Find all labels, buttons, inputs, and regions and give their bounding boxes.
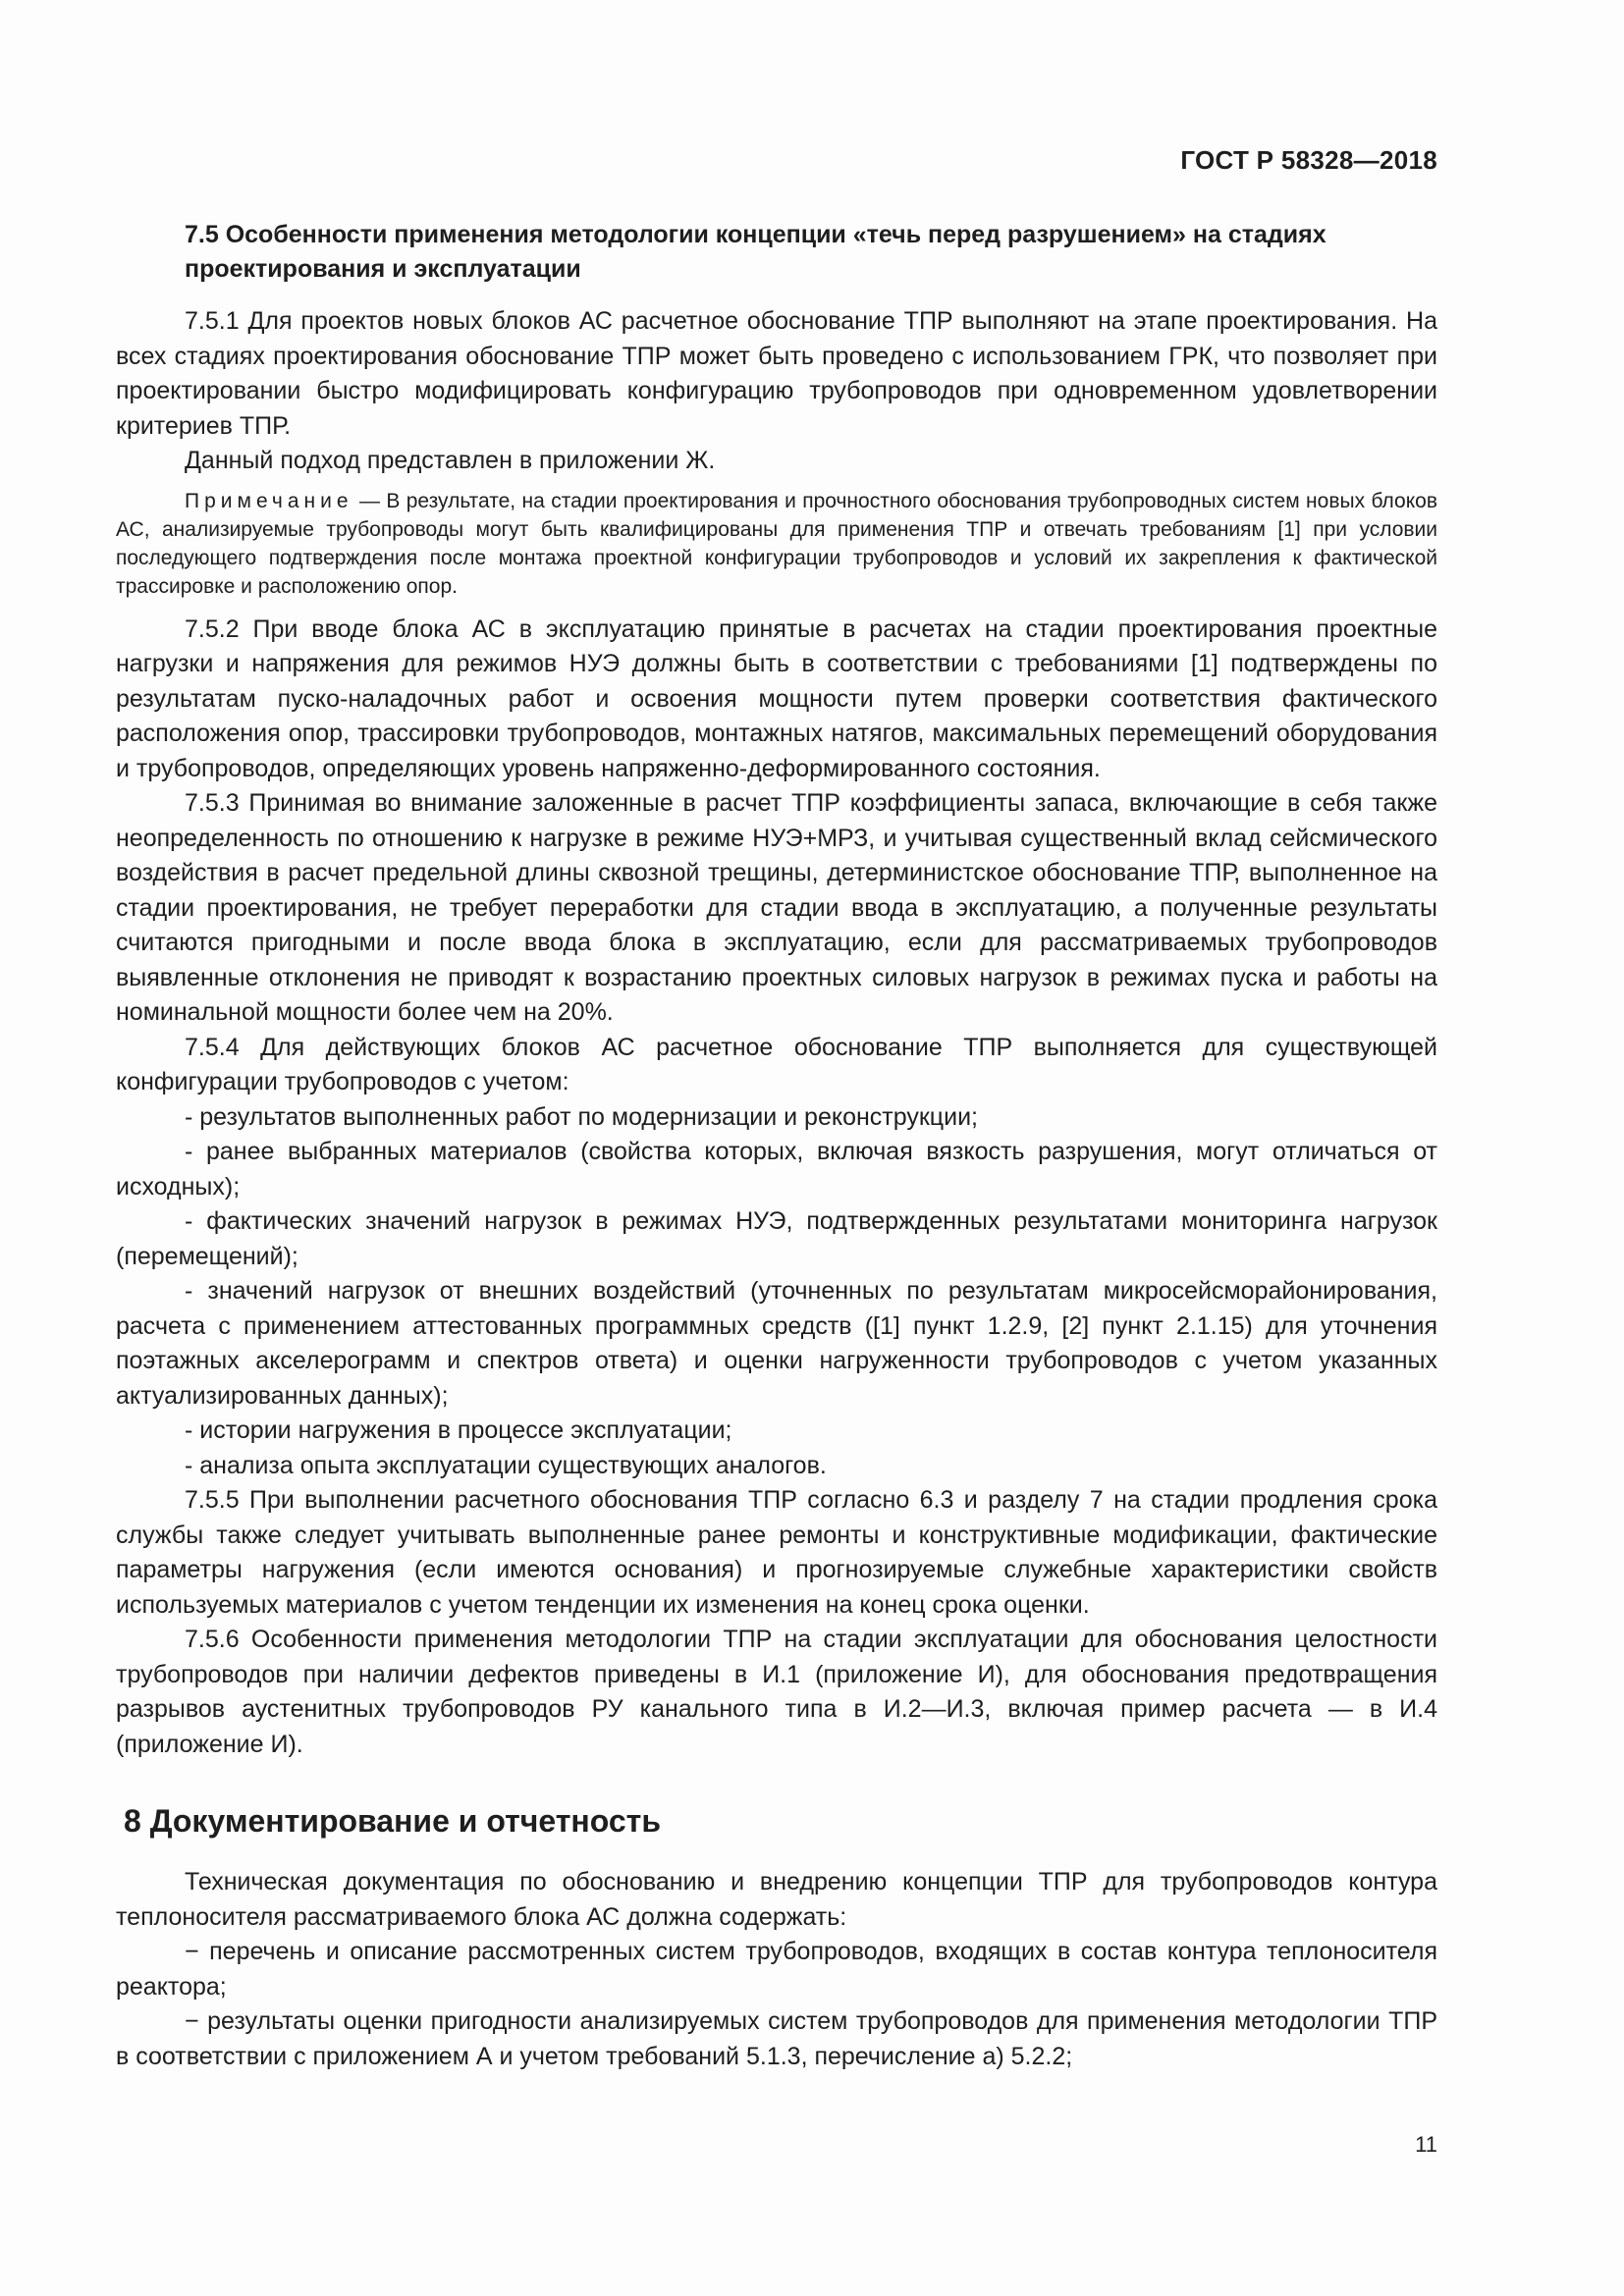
list-item: − перечень и описание рассмотренных систем трубопроводов, входящих в состав контура теплоносителя реактора; xyxy=(116,1938,1437,2001)
section-8-intro: Техническая документация по обоснованию и внедрению концепции ТПР для трубопроводов контура теплоносителя рассматриваемого блока АС должна содержать: xyxy=(116,1868,1437,1931)
paragraph-approach: Данный подход представлен в приложении Ж. xyxy=(185,447,716,474)
list-item: - анализа опыта эксплуатации существующих аналогов. xyxy=(185,1451,827,1479)
paragraph-7-5-3: 7.5.3 Принимая во внимание заложенные в расчет ТПР коэффициенты запаса, включающие в себя также неопределенность по отношению к нагрузке в режиме НУЭ+МРЗ, и учитывая существенный вклад сейсмического воздействия в расчет предельной длины сквозной трещины, детерминистское обоснование ТПР, выполненное на стадии проектирования, не требует переработки для стадии ввода в эксплуатацию, а полученные результаты считаются пригодными и после ввода блока в эксплуатацию, если для рассматриваемых трубопроводов выявленные отклонения не приводят к возрастанию проектных силовых нагрузок в режимах пуска и работы на номинальной мощности более чем на 20%. xyxy=(116,789,1437,1026)
list-item: - результатов выполненных работ по модернизации и реконструкции; xyxy=(185,1102,978,1131)
list-item: - ранее выбранных материалов (свойства которых, включая вязкость разрушения, могут отличаться от исходных); xyxy=(116,1138,1437,1201)
paragraph-7-5-1: 7.5.1 Для проектов новых блоков АС расчетное обоснование ТПР выполняют на этапе проектирования. На всех стадиях проектирования обоснование ТПР может быть проведено с использованием ГРК, что позволяет при проектировании быстро модифицировать конфигурацию трубопроводов при одновременном удовлетворении критериев ТПР. xyxy=(116,307,1437,440)
list-item: - значений нагрузок от внешних воздействий (уточненных по результатам микросейсморайонирования, расчета с применением аттестованных программных средств ([1] пункт 1.2.9, [2] пункт 2.1.15) для уточнения поэтажных акселерограмм и спектров ответа) и оценки нагруженности трубопроводов с учетом указанных актуализированных данных); xyxy=(116,1277,1437,1410)
document-code: ГОСТ Р 58328—2018 xyxy=(1180,145,1437,175)
page-number: 11 xyxy=(1415,2132,1437,2157)
note-text: — В результате, на стадии проектирования и прочностного обоснования трубопроводных систем новых блоков АС, анализируемые трубопроводы могут быть квалифицированы для применения ТПР и отвечать требованиям [1] при условии последующего подтверждения после монтажа проектной конфигурации трубопроводов и условий их закрепления к фактической трассировке и расположению опор. xyxy=(116,489,1437,598)
paragraph-7-5-6: 7.5.6 Особенности применения методологии ТПР на стадии эксплуатации для обоснования целостности трубопроводов при наличии дефектов приведены в И.1 (приложение И), для обоснования предотвращения разрывов аустенитных трубопроводов РУ канального типа в И.2—И.3, включая пример расчета — в И.4 (приложение И). xyxy=(116,1626,1437,1758)
paragraph-7-5-4: 7.5.4 Для действующих блоков АС расчетное обоснование ТПР выполняется для существующей конфигурации трубопроводов с учетом: xyxy=(116,1033,1437,1095)
paragraph-7-5-5: 7.5.5 При выполнении расчетного обоснования ТПР согласно 6.3 и разделу 7 на стадии продления срока службы также следует учитывать выполненные ранее ремонты и конструктивные модификации, фактические параметры нагружения (если имеются основания) и прогнозируемые служебные характеристики свойств используемых материалов с учетом тенденции их изменения на конец срока оценки. xyxy=(116,1486,1437,1619)
list-item: - фактических значений нагрузок в режимах НУЭ, подтвержденных результатами мониторинга нагрузок (перемещений); xyxy=(116,1207,1437,1270)
note xyxy=(116,487,1437,601)
note-label: Примечание xyxy=(185,489,353,512)
section-8-heading: 8 Документирование и отчетность xyxy=(124,1803,661,1839)
list-item: - истории нагружения в процессе эксплуатации; xyxy=(185,1416,732,1444)
section-7-5-heading: 7.5 Особенности применения методологии концепции «течь перед разрушением» на стадиях проектирования и эксплуатации xyxy=(185,221,1326,283)
page-content xyxy=(116,218,1437,2074)
paragraph-7-5-2: 7.5.2 При вводе блока АС в эксплуатацию принятые в расчетах на стадии проектирования проектные нагрузки и напряжения для режимов НУЭ должны быть в соответствии с требованиями [1] подтверждены по результатам пуско-наладочных работ и освоения мощности путем проверки соответствия фактического расположения опор, трассировки трубопроводов, монтажных натягов, максимальных перемещений оборудования и трубопроводов, определяющих уровень напряженно-деформированного состояния. xyxy=(116,614,1437,782)
list-item: − результаты оценки пригодности анализируемых систем трубопроводов для применения методологии ТПР в соответствии с приложением А и учетом требований 5.1.3, перечисление а) 5.2.2; xyxy=(116,2007,1437,2070)
